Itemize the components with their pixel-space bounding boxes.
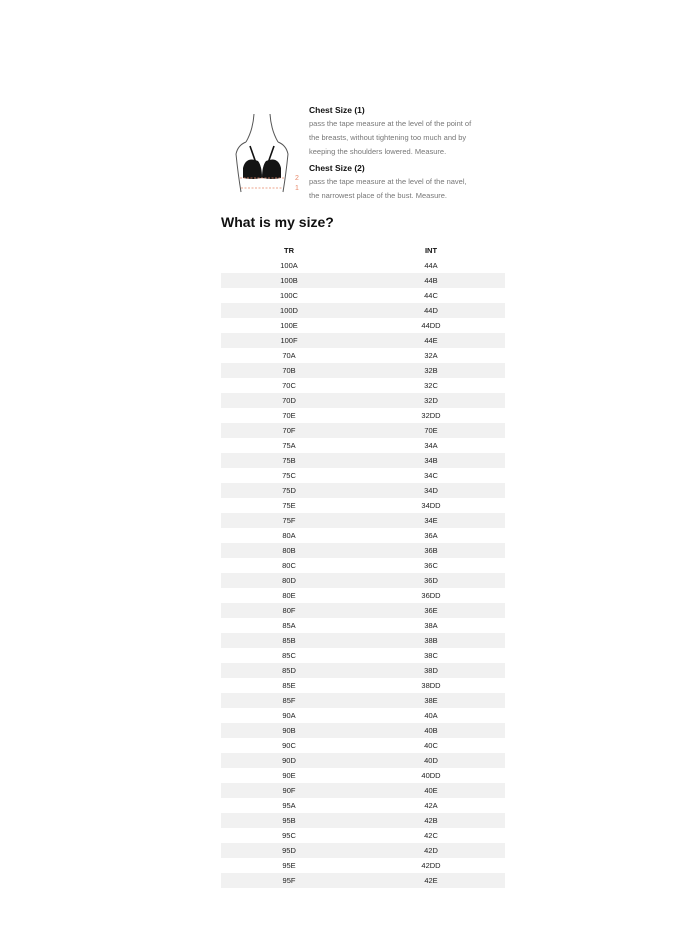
table-row xyxy=(221,483,505,498)
int-size-cell: 34A xyxy=(424,441,438,450)
chest-size-2-line: the narrowest place of the bust. Measure. xyxy=(309,191,447,200)
table-row xyxy=(221,648,505,663)
tr-size-cell: 70D xyxy=(221,393,357,408)
table-row xyxy=(221,858,505,873)
int-size-cell: 44DD xyxy=(421,321,441,330)
table-row xyxy=(221,378,505,393)
table-row xyxy=(221,318,505,333)
size-table-body xyxy=(221,258,505,888)
int-size-cell: 34DD xyxy=(421,501,441,510)
int-size-cell: 42A xyxy=(424,801,438,810)
tr-size-cell: 75C xyxy=(282,471,296,480)
int-size-cell: 44D xyxy=(357,303,505,318)
int-size-cell: 32D xyxy=(357,393,505,408)
table-row xyxy=(221,453,505,468)
int-size-cell: 36D xyxy=(357,573,505,588)
table-row xyxy=(221,348,505,363)
tr-size-cell: 70A xyxy=(282,351,296,360)
int-size-cell: 36DD xyxy=(421,591,441,600)
table-row xyxy=(221,288,505,303)
tr-size-cell: 80C xyxy=(282,561,296,570)
int-size-cell: 32B xyxy=(357,363,505,378)
tr-size-cell: 70B xyxy=(221,363,357,378)
tr-size-cell: 70C xyxy=(282,381,296,390)
tr-size-cell: 95D xyxy=(221,843,357,858)
column-header-tr: TR xyxy=(284,246,294,255)
chest-size-2-line: pass the tape measure at the level of the navel, xyxy=(309,177,467,186)
int-size-cell: 38B xyxy=(357,633,505,648)
table-row xyxy=(221,828,505,843)
marker-1: 1 xyxy=(295,185,299,192)
size-table-title: What is my size? xyxy=(221,214,334,230)
table-row xyxy=(221,618,505,633)
tr-size-cell: 90E xyxy=(282,771,296,780)
table-row xyxy=(221,753,505,768)
table-row xyxy=(221,783,505,798)
tr-size-cell: 85C xyxy=(282,651,296,660)
tr-size-cell: 85F xyxy=(221,693,357,708)
tr-size-cell: 70E xyxy=(282,411,296,420)
int-size-cell: 44B xyxy=(357,273,505,288)
table-row xyxy=(221,588,505,603)
table-row xyxy=(221,723,505,738)
int-size-cell: 40DD xyxy=(421,771,441,780)
chest-size-1-title: Chest Size (1) xyxy=(309,105,365,115)
int-size-cell: 40D xyxy=(357,753,505,768)
int-size-cell: 34E xyxy=(357,513,505,528)
int-size-cell: 32DD xyxy=(421,411,441,420)
tr-size-cell: 75E xyxy=(282,501,296,510)
table-row xyxy=(221,393,505,408)
int-size-cell: 42C xyxy=(424,831,438,840)
table-row xyxy=(221,768,505,783)
tr-size-cell: 100E xyxy=(280,321,298,330)
table-row xyxy=(221,528,505,543)
table-row xyxy=(221,408,505,423)
int-size-cell: 42DD xyxy=(421,861,441,870)
tr-size-cell: 80D xyxy=(221,573,357,588)
marker-2: 2 xyxy=(295,175,299,182)
tr-size-cell: 85B xyxy=(221,633,357,648)
int-size-cell: 34C xyxy=(424,471,438,480)
tr-size-cell: 95F xyxy=(221,873,357,888)
table-row xyxy=(221,303,505,318)
table-row xyxy=(221,333,505,348)
int-size-cell: 36B xyxy=(357,543,505,558)
tr-size-cell: 95B xyxy=(221,813,357,828)
table-row xyxy=(221,423,505,438)
tr-size-cell: 100F xyxy=(221,333,357,348)
table-row xyxy=(221,663,505,678)
int-size-cell: 36A xyxy=(424,531,438,540)
int-size-cell: 32C xyxy=(424,381,438,390)
tr-size-cell: 80F xyxy=(221,603,357,618)
tr-size-cell: 70F xyxy=(221,423,357,438)
table-row xyxy=(221,363,505,378)
table-row xyxy=(221,498,505,513)
tr-size-cell: 100A xyxy=(280,261,298,270)
chest-size-1-line: pass the tape measure at the level of the point of xyxy=(309,119,472,128)
tr-size-cell: 75F xyxy=(221,513,357,528)
table-row xyxy=(221,843,505,858)
tr-size-cell: 80E xyxy=(282,591,296,600)
chest-size-2-description xyxy=(309,175,524,203)
int-size-cell: 36C xyxy=(424,561,438,570)
chest-size-2-title: Chest Size (2) xyxy=(309,163,365,173)
tr-size-cell: 90C xyxy=(282,741,296,750)
int-size-cell: 38E xyxy=(357,693,505,708)
measurement-guide xyxy=(232,104,522,204)
int-size-cell: 36E xyxy=(357,603,505,618)
int-size-cell: 40B xyxy=(357,723,505,738)
tr-size-cell: 95A xyxy=(282,801,296,810)
tr-size-cell: 80B xyxy=(221,543,357,558)
tr-size-cell: 75A xyxy=(282,441,296,450)
tr-size-cell: 75D xyxy=(221,483,357,498)
table-row xyxy=(221,633,505,648)
table-row xyxy=(221,873,505,888)
int-size-cell: 38A xyxy=(424,621,438,630)
table-row xyxy=(221,798,505,813)
int-size-cell: 44A xyxy=(424,261,438,270)
table-row xyxy=(221,738,505,753)
chest-size-1-line: keeping the shoulders lowered. Measure. xyxy=(309,147,447,156)
tr-size-cell: 95C xyxy=(282,831,296,840)
tr-size-cell: 90A xyxy=(282,711,296,720)
table-row xyxy=(221,513,505,528)
table-row xyxy=(221,603,505,618)
tr-size-cell: 95E xyxy=(282,861,296,870)
int-size-cell: 38C xyxy=(424,651,438,660)
tr-size-cell: 75B xyxy=(221,453,357,468)
table-row xyxy=(221,468,505,483)
tr-size-cell: 90F xyxy=(221,783,357,798)
int-size-cell: 42E xyxy=(357,873,505,888)
size-conversion-table xyxy=(221,243,505,888)
tr-size-cell: 90B xyxy=(221,723,357,738)
int-size-cell: 40C xyxy=(424,741,438,750)
int-size-cell: 40E xyxy=(357,783,505,798)
table-row xyxy=(221,273,505,288)
table-row xyxy=(221,543,505,558)
table-row xyxy=(221,573,505,588)
table-row xyxy=(221,438,505,453)
table-row xyxy=(221,708,505,723)
table-header-row xyxy=(221,243,505,258)
tr-size-cell: 85E xyxy=(282,681,296,690)
tr-size-cell: 90D xyxy=(221,753,357,768)
tr-size-cell: 100C xyxy=(280,291,298,300)
int-size-cell: 44C xyxy=(424,291,438,300)
tr-size-cell: 100D xyxy=(221,303,357,318)
torso-illustration-icon xyxy=(232,108,304,198)
int-size-cell: 42D xyxy=(357,843,505,858)
int-size-cell: 44E xyxy=(357,333,505,348)
table-row xyxy=(221,678,505,693)
table-row xyxy=(221,258,505,273)
table-row xyxy=(221,693,505,708)
tr-size-cell: 100B xyxy=(221,273,357,288)
tr-size-cell: 85A xyxy=(282,621,296,630)
int-size-cell: 38DD xyxy=(421,681,441,690)
int-size-cell: 34D xyxy=(357,483,505,498)
tr-size-cell: 80A xyxy=(282,531,296,540)
tr-size-cell: 85D xyxy=(221,663,357,678)
int-size-cell: 32A xyxy=(424,351,438,360)
int-size-cell: 34B xyxy=(357,453,505,468)
int-size-cell: 40A xyxy=(424,711,438,720)
int-size-cell: 70E xyxy=(357,423,505,438)
chest-size-1-line: the breasts, without tightening too much and by xyxy=(309,133,467,142)
int-size-cell: 42B xyxy=(357,813,505,828)
table-row xyxy=(221,813,505,828)
table-row xyxy=(221,558,505,573)
column-header-int: INT xyxy=(424,246,438,255)
chest-size-1-description xyxy=(309,117,524,159)
measurement-instructions xyxy=(309,104,524,206)
int-size-cell: 38D xyxy=(357,663,505,678)
